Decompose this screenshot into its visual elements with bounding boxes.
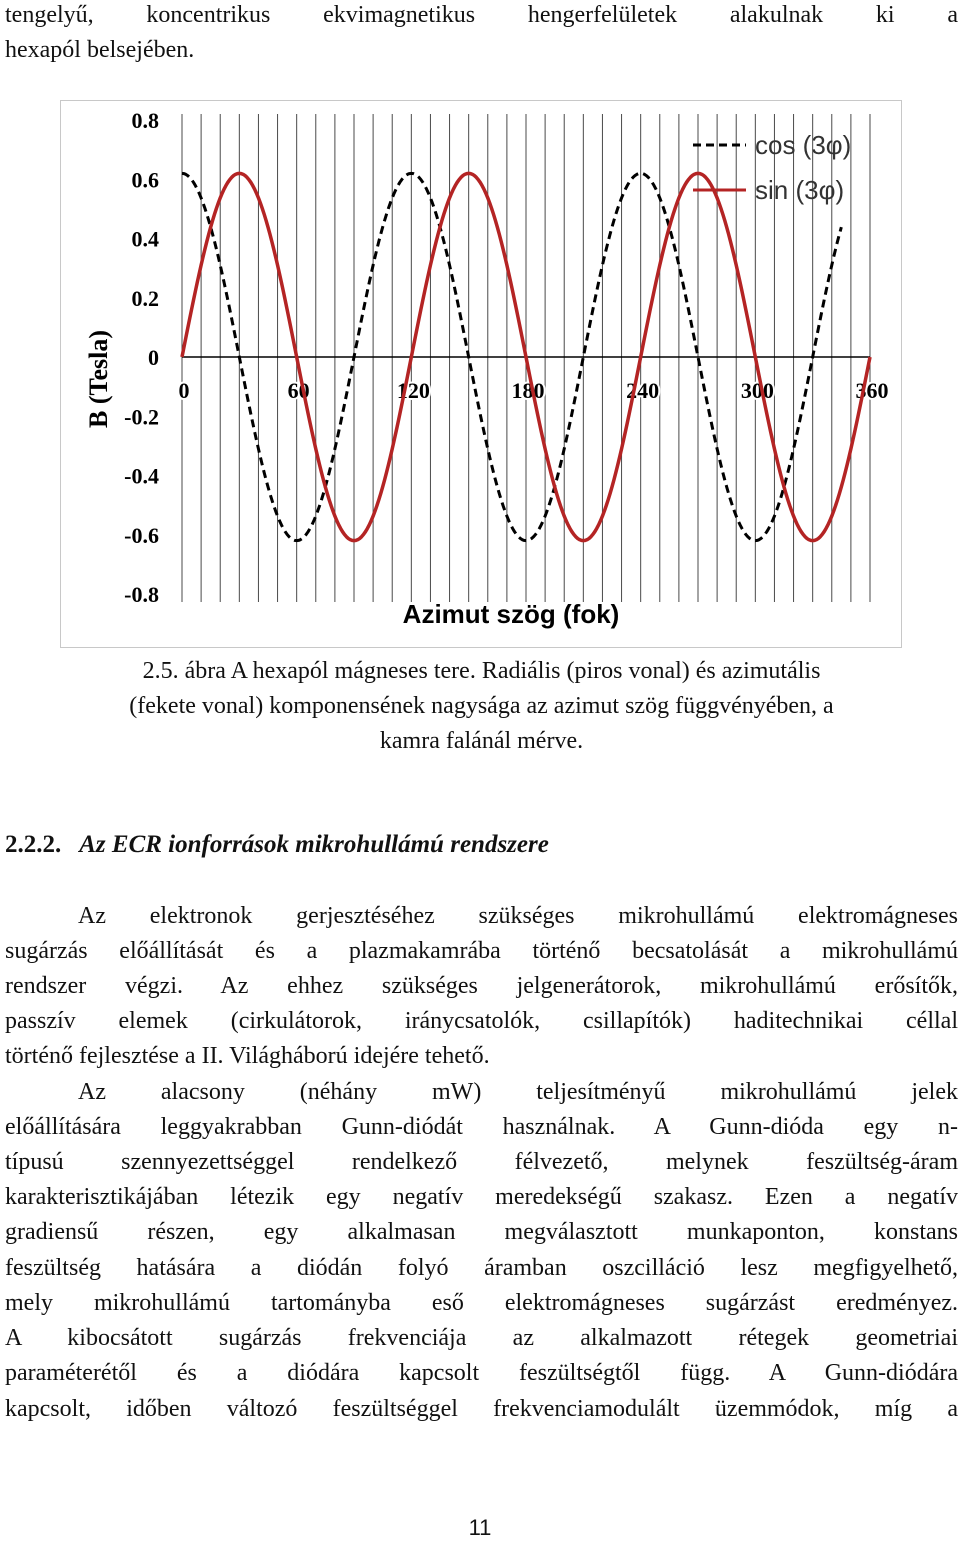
x-tick-label: 120: [396, 378, 430, 403]
body-line: paraméterétől és a diódára kapcsolt feszültségtől függ. A Gunn-diódára: [5, 1360, 958, 1386]
y-tick-label: -0.2: [124, 404, 159, 430]
body-line: kapcsolt, időben változó feszültséggel frekvenciamodulált üzemmódok, míg a: [5, 1396, 958, 1422]
y-axis-label: B (Tesla): [84, 330, 113, 428]
x-tick-label: 0: [178, 378, 190, 403]
body-line: gradiensű részen, egy alkalmasan megválasztott munkaponton, konstans: [5, 1219, 958, 1245]
x-tick-label: 60: [287, 378, 310, 403]
y-tick-label: -0.4: [124, 463, 159, 489]
y-tick-label: 0.8: [131, 108, 159, 133]
intro-line-2: hexapól belsejében.: [5, 37, 195, 63]
body-line: feszültség hatására a diódán folyó áramban oszcilláció lesz megfigyelhető,: [5, 1255, 958, 1281]
body-line: típusú szennyezettséggel rendelkező félvezető, melynek feszültség-áram: [5, 1149, 958, 1175]
y-tick-label: -0.6: [124, 522, 159, 548]
figure-frame: [60, 100, 902, 648]
body-line: Az alacsony (néhány mW) teljesítményű mikrohullámú jelek: [78, 1079, 958, 1105]
x-axis-label: Azimut szög (fok): [402, 599, 620, 629]
body-line: sugárzás előállítását és a plazmakamrába történő becsatolását a mikrohullámú: [5, 938, 958, 964]
caption-line-1: 2.5. ábra A hexapól mágneses tere. Radiális (piros vonal) és azimutális: [142, 658, 821, 684]
y-tick-label: -0.8: [124, 582, 159, 607]
x-tick-label: 360: [855, 378, 889, 403]
y-axis-tick-labels: [124, 108, 159, 607]
section-title: Az ECR ionforrások mikrohullámú rendszere: [79, 831, 549, 858]
caption-line-3: kamra falánál mérve.: [379, 728, 584, 754]
y-tick-label: 0.6: [131, 167, 159, 193]
body-line: A kibocsátott sugárzás frekvenciája az alkalmazott rétegek geometriai: [5, 1325, 958, 1351]
x-tick-label: 240: [626, 378, 660, 403]
intro-line-1: tengelyű, koncentrikus ekvimagnetikus hengerfelületek alakulnak ki a: [5, 2, 958, 28]
caption-line-2: (fekete vonal) komponensének nagysága az azimut szög függvényében, a: [129, 693, 834, 719]
section-heading: [5, 830, 549, 860]
legend-label: sin (3φ): [755, 175, 845, 205]
x-tick-label: 180: [511, 378, 545, 403]
body-line: történő fejlesztése a II. Világháború idejére tehető.: [5, 1043, 490, 1069]
body-line: előállítására leggyakrabban Gunn-diódát használnak. A Gunn-dióda egy n-: [5, 1114, 958, 1140]
y-tick-label: 0.4: [131, 226, 159, 252]
page-number: 11: [468, 1515, 492, 1540]
y-tick-label: 0.2: [131, 285, 159, 311]
body-line: rendszer végzi. Az ehhez szükséges jelgenerátorok, mikrohullámú erősítők,: [5, 973, 958, 999]
y-tick-label: 0: [148, 345, 159, 370]
body-line: mely mikrohullámú tartományba eső elektromágneses sugárzást eredményez.: [5, 1290, 958, 1316]
body-line: Az elektronok gerjesztéséhez szükséges mikrohullámú elektromágneses: [78, 903, 958, 929]
x-tick-label: 300: [740, 378, 774, 403]
body-line: karakterisztikájában létezik egy negatív meredekségű szakasz. Ezen a negatív: [5, 1184, 958, 1210]
body-line: passzív elemek (cirkulátorok, iránycsatolók, csillapítók) haditechnikai céllal: [5, 1008, 958, 1034]
legend-label: cos (3φ): [755, 130, 852, 160]
magnetic-field-chart: [61, 101, 901, 647]
section-number: 2.2.2.: [5, 831, 62, 858]
